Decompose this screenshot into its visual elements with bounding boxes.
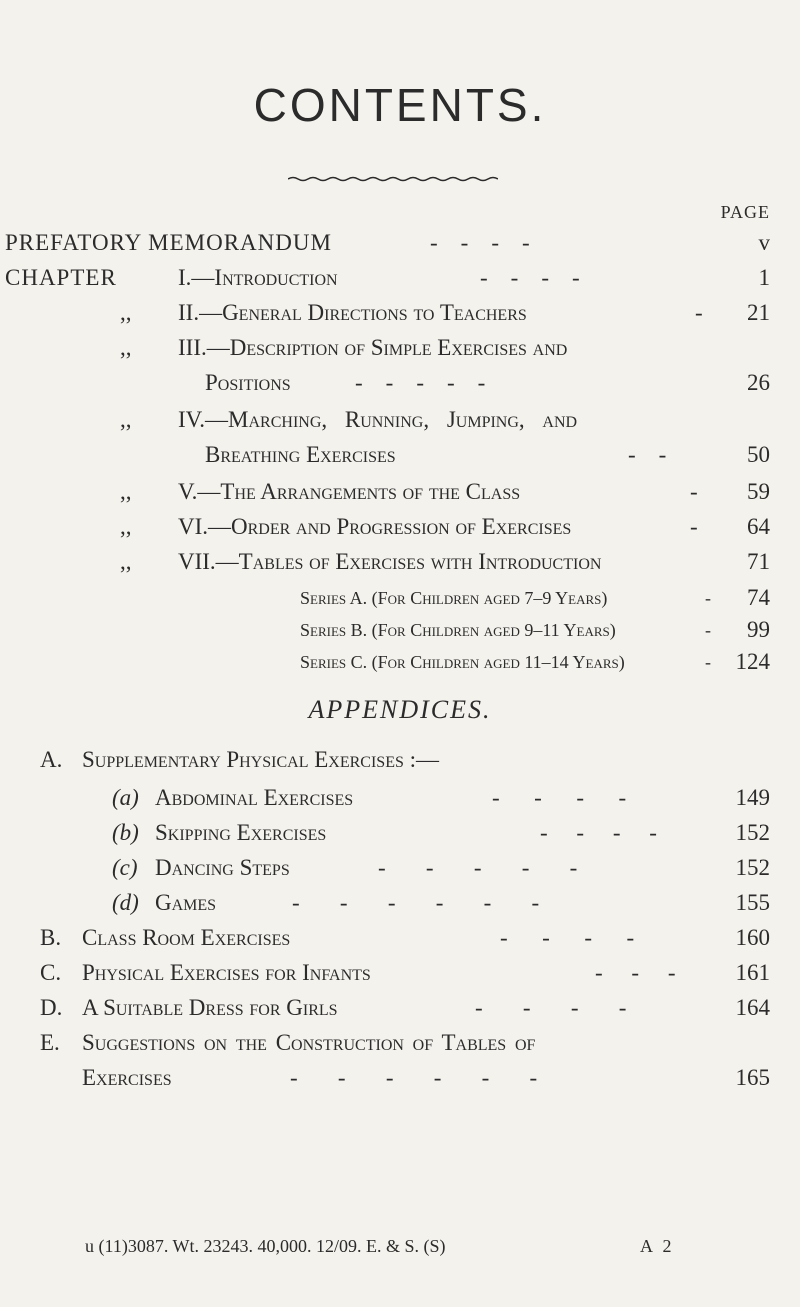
entry-title: V.—The Arrangements of the Class [178, 479, 521, 504]
page-title: CONTENTS. [253, 79, 547, 131]
appendix-title: Dancing Steps [155, 855, 290, 880]
entry-page: 50 [747, 442, 770, 467]
appendix-page: 149 [735, 785, 770, 810]
appendix-title: Class Room Exercises [82, 925, 291, 950]
ditto-mark: ,, [120, 549, 132, 574]
appendix-page: 164 [735, 995, 770, 1020]
series-title: Series A. (For Children aged 7–9 Years) [300, 588, 608, 608]
appendix-page: 165 [735, 1065, 770, 1090]
entry-title: VII.—Tables of Exercises with Introduction [178, 549, 602, 574]
appendix-title: Abdominal Exercises [155, 785, 354, 810]
entry-page: 99 [747, 617, 770, 642]
chapter-label: CHAPTER [5, 265, 117, 290]
appendix-label: (a) [112, 785, 139, 810]
ditto-mark: ,, [120, 300, 132, 325]
entry-page: 26 [747, 370, 770, 395]
entry-page: 59 [747, 479, 770, 504]
appendix-page: 161 [735, 960, 770, 985]
series-title: Series C. (For Children aged 11–14 Years) [300, 652, 625, 672]
appendix-label: C. [40, 960, 62, 985]
appendix-page: 152 [735, 855, 770, 880]
entry-title-continued: Breathing Exercises [205, 442, 396, 467]
signature-mark: A 2 [640, 1236, 675, 1256]
entry-page: 71 [747, 549, 770, 574]
entry-title: VI.—Order and Progression of Exercises [178, 514, 572, 539]
appendix-title: Physical Exercises for Infants [82, 960, 371, 985]
appendices-heading: APPENDICES. [308, 695, 492, 724]
ditto-mark: ,, [120, 407, 132, 432]
appendix-page: 160 [735, 925, 770, 950]
printer-imprint: u (11)3087. Wt. 23243. 40,000. 12/09. E. & S. (S) [85, 1236, 446, 1256]
appendix-title: Skipping Exercises [155, 820, 327, 845]
ditto-mark: ,, [120, 514, 132, 539]
page-column-label: PAGE [720, 202, 770, 222]
entry-title: PREFATORY MEMORANDUM [5, 230, 332, 255]
entry-page: 74 [747, 585, 770, 610]
entry-page: 21 [747, 300, 770, 325]
appendix-label: (c) [112, 855, 138, 880]
entry-page: v [758, 230, 770, 255]
appendix-title: Supplementary Physical Exercises :— [82, 747, 440, 772]
appendix-label: E. [40, 1030, 60, 1055]
appendix-title: Suggestions on the Construction of Tables of [82, 1030, 536, 1055]
entry-title: I.—Introduction [178, 265, 338, 290]
appendix-page: 155 [735, 890, 770, 915]
appendix-title: Games [155, 890, 217, 915]
appendix-title: A Suitable Dress for Girls [82, 995, 338, 1020]
decorative-rule [288, 176, 498, 182]
entry-title: IV.—Marching, Running, Jumping, and [178, 407, 578, 432]
appendix-label: (d) [112, 890, 139, 915]
entry-title: III.—Description of Simple Exercises and [178, 335, 568, 360]
appendix-label: B. [40, 925, 62, 950]
entry-title: II.—General Directions to Teachers [178, 300, 527, 325]
entry-page: 64 [747, 514, 770, 539]
appendix-label: (b) [112, 820, 139, 845]
appendix-label: A. [40, 747, 63, 772]
entry-page: 1 [758, 265, 770, 290]
series-title: Series B. (For Children aged 9–11 Years) [300, 620, 616, 640]
appendix-title-continued: Exercises [82, 1065, 172, 1090]
entry-title-continued: Positions [205, 370, 291, 395]
appendix-label: D. [40, 995, 63, 1020]
entry-page: 124 [735, 649, 770, 674]
ditto-mark: ,, [120, 335, 132, 360]
ditto-mark: ,, [120, 479, 132, 504]
appendix-page: 152 [735, 820, 770, 845]
